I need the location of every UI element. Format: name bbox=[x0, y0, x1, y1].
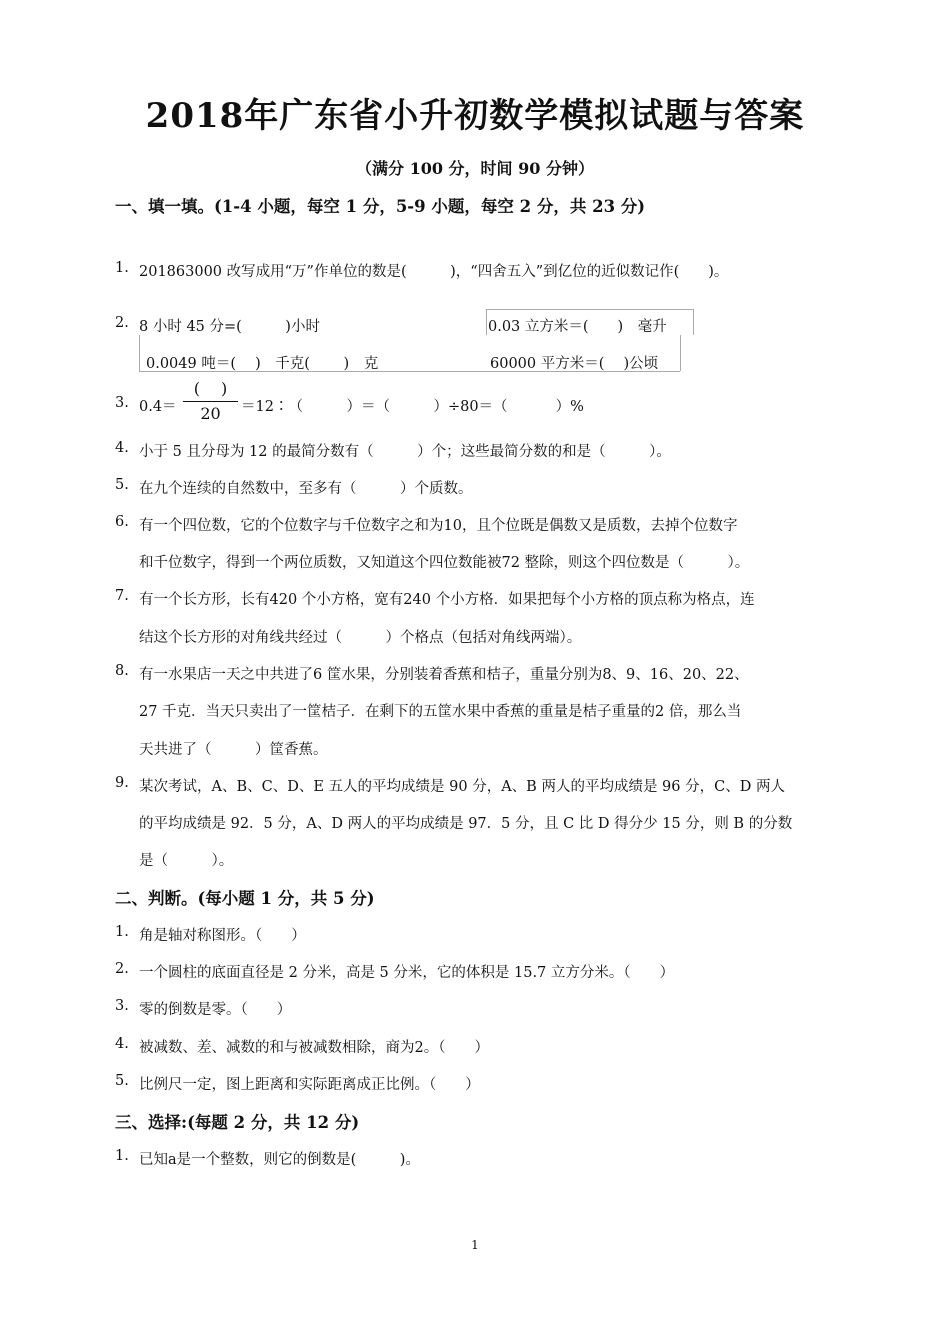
q6-number: 6. bbox=[115, 514, 129, 530]
judge-3-number: 3. bbox=[115, 998, 129, 1014]
q8-number: 8. bbox=[115, 663, 129, 679]
q2-table-border-right bbox=[680, 335, 681, 371]
q3-lead: 0.4＝ bbox=[139, 399, 177, 415]
q9-line-2: 的平均成绩是 92．5 分，A、D 两人的平均成绩是 97．5 分，且 C 比 D 得分少 15 分，则 B 的分数 bbox=[139, 816, 793, 832]
q3-number: 3. bbox=[115, 395, 129, 411]
q8-line-2: 27 千克．当天只卖出了一筐桔子．在剩下的五筐水果中香蕉的重量是桔子重量的2 倍，那么当 bbox=[139, 704, 742, 720]
page-number: 1 bbox=[471, 1238, 479, 1252]
judge-4-text: 被减数、差、减数的和与被减数相除，商为2。（ ） bbox=[139, 1040, 489, 1056]
q4-text: 小于 5 且分母为 12 的最简分数有（ ）个；这些最简分数的和是（ ）。 bbox=[139, 444, 671, 460]
section-3-heading: 三、选择:(每题 2 分，共 12 分) bbox=[115, 1113, 360, 1132]
q2-cell-b: 0.03 立方米＝( ) 毫升 bbox=[488, 319, 667, 335]
q1-number: 1. bbox=[115, 260, 129, 276]
q2-table-border-top bbox=[486, 309, 694, 310]
q2-table-border-left bbox=[139, 335, 140, 371]
q2-table-border-right-top bbox=[693, 309, 694, 335]
q6-line-2: 和千位数字，得到一个两位质数，又知道这个四位数能被72 整除，则这个四位数是（ ）。 bbox=[139, 555, 750, 571]
q3-fraction-denominator: 20 bbox=[200, 404, 221, 423]
q2-table-border-mid-top bbox=[486, 309, 487, 335]
q8-line-1: 有一水果店一天之中共进了6 筐水果，分别装着香蕉和桔子，重量分别为8、9、16、20、22、 bbox=[139, 667, 749, 683]
page-subtitle: （满分 100 分，时间 90 分钟） bbox=[356, 159, 594, 178]
section-1-heading: 一、填一填。(1-4 小题，每空 1 分，5-9 小题，每空 2 分，共 23 分) bbox=[115, 197, 646, 216]
section-2-heading: 二、判断。(每小题 1 分，共 5 分) bbox=[115, 889, 375, 908]
q7-number: 7. bbox=[115, 588, 129, 604]
choice-1-text: 已知a是一个整数，则它的倒数是( )。 bbox=[139, 1152, 420, 1168]
q7-line-2: 结这个长方形的对角线共经过（ ）个格点（包括对角线两端）。 bbox=[139, 630, 582, 646]
q6-line-1: 有一个四位数，它的个位数字与千位数字之和为10，且个位既是偶数又是质数，去掉个位数字 bbox=[139, 518, 738, 534]
q4-number: 4. bbox=[115, 440, 129, 456]
judge-2-text: 一个圆柱的底面直径是 2 分米，高是 5 分米，它的体积是 15.7 立方分米。（ ） bbox=[139, 965, 675, 981]
q9-line-1: 某次考试，A、B、C、D、E 五人的平均成绩是 90 分，A、B 两人的平均成绩是 96 分，C、D 两人 bbox=[139, 779, 785, 795]
q2-table-border-bottom bbox=[139, 371, 680, 372]
q9-line-3: 是（ ）。 bbox=[139, 853, 234, 869]
judge-5-number: 5. bbox=[115, 1073, 129, 1089]
choice-1-number: 1. bbox=[115, 1148, 129, 1164]
q5-number: 5. bbox=[115, 477, 129, 493]
q5-text: 在九个连续的自然数中，至多有（ ）个质数。 bbox=[139, 481, 473, 497]
judge-2-number: 2. bbox=[115, 961, 129, 977]
judge-1-number: 1. bbox=[115, 924, 129, 940]
judge-5-text: 比例尺一定，图上距离和实际距离成正比例。（ ） bbox=[139, 1077, 480, 1093]
q3-rest: ＝12∶（ ）＝（ ）÷80＝（ ）% bbox=[241, 399, 584, 415]
judge-1-text: 角是轴对称图形。（ ） bbox=[139, 928, 306, 944]
q2-number: 2. bbox=[115, 315, 129, 331]
q2-cell-c: 0.0049 吨＝( ) 千克( ) 克 bbox=[146, 356, 379, 372]
q9-number: 9. bbox=[115, 775, 129, 791]
q3-fraction bbox=[183, 379, 238, 424]
q7-line-1: 有一个长方形，长有420 个小方格，宽有240 个小方格．如果把每个小方格的顶点称为格点，连 bbox=[139, 592, 755, 608]
judge-4-number: 4. bbox=[115, 1036, 129, 1052]
q3-fraction-numerator: ( ) bbox=[193, 379, 228, 398]
page-title: 2018年广东省小升初数学模拟试题与答案 bbox=[145, 96, 805, 136]
q8-line-3: 天共进了（ ）筐香蕉。 bbox=[139, 742, 328, 758]
judge-3-text: 零的倒数是零。（ ） bbox=[139, 1002, 292, 1018]
q2-cell-a: 8 小时 45 分=( )小时 bbox=[139, 319, 320, 335]
q2-cell-d: 60000 平方米＝( )公顷 bbox=[490, 356, 659, 372]
q3-fraction-bar bbox=[183, 401, 238, 402]
q1-text: 201863000 改写成用“万”作单位的数是( )，“四舍五入”到亿位的近似数记作( )。 bbox=[139, 264, 729, 280]
